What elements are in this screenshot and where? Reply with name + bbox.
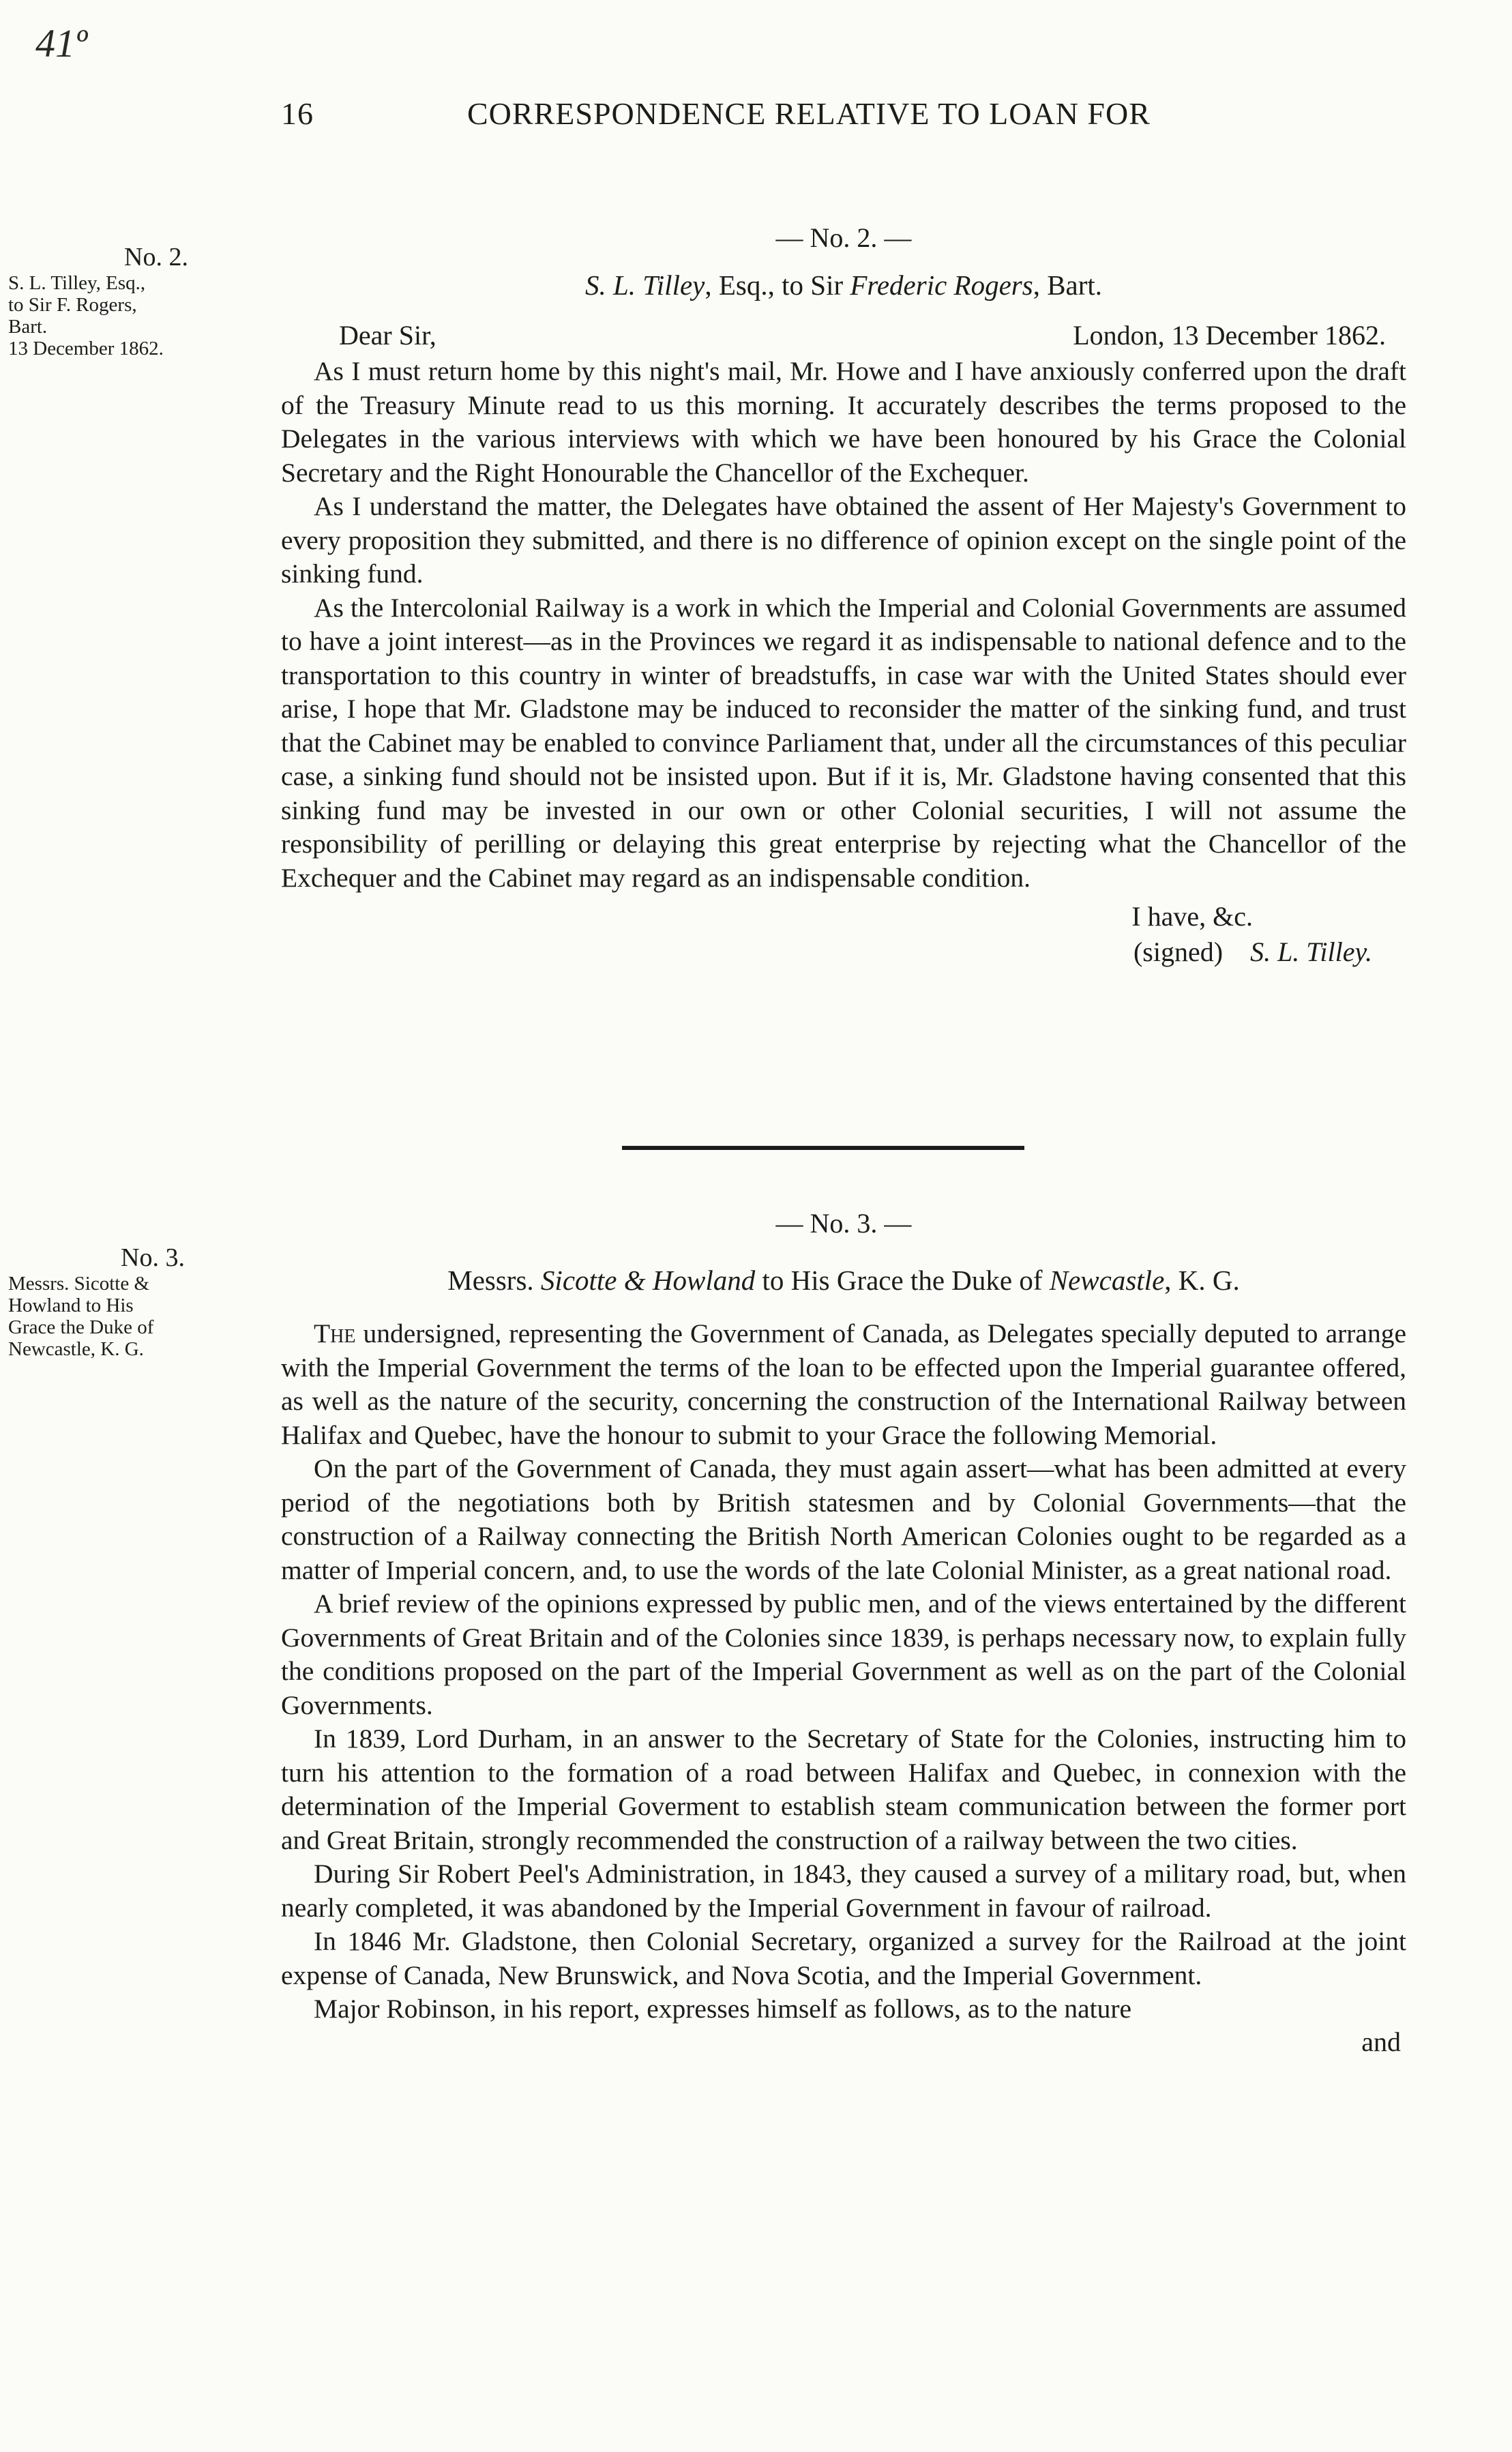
letter-heading [281, 269, 1406, 301]
sender-names: Sicotte & Howland [540, 1265, 756, 1296]
place-date: London, 13 December 1862. [1073, 320, 1386, 351]
heading-text: , Bart. [1033, 269, 1103, 301]
document-number: — No. 3. — [775, 1208, 912, 1239]
running-title: CORRESPONDENCE RELATIVE TO LOAN FOR [467, 96, 1151, 131]
paragraph: During Sir Robert Peel's Administration, in 1843, they caused a survey of a military road, but, when nearly completed, it was abandoned by the Imperial Government in favour of railroad. [281, 1859, 1406, 1923]
page-number: 16 [281, 96, 314, 131]
catchword: and [1361, 2026, 1401, 2057]
heading-text: , K. G. [1164, 1265, 1240, 1296]
paragraph: As I must return home by this night's mail, Mr. Howe and I have anxiously conferred upon the draft of the Treasury Minute read to us this morning. It accurately describes the terms proposed to the Delegates in the various interviews with which we have been honoured by his Grace the Colonial Secretary and the Right Honourable the Chancellor of the Exchequer. [281, 356, 1406, 488]
margin-note-line: Howland to His [8, 1295, 134, 1316]
margin-note-number: No. 3. [121, 1243, 185, 1272]
paragraph [281, 1317, 1406, 1452]
margin-note-line: Messrs. Sicotte & [8, 1273, 150, 1295]
section-divider [622, 1146, 1024, 1150]
memorial-no3 [281, 1207, 1406, 2058]
signature: S. L. Tilley. [1250, 936, 1372, 967]
paragraph: In 1846 Mr. Gladstone, then Colonial Secretary, organized a survey for the Railroad at the joint expense of Canada, New Brunswick, and Nova Scotia, and the Imperial Government. [281, 1926, 1406, 1990]
paragraph: A brief review of the opinions expressed by public men, and of the views entertained by the different Governments of Great Britain and of the Colonies since 1839, is perhaps necessary now, to explain fully the conditions proposed on the part of the Imperial Government as well as on the part of the Colonial Governments. [281, 1589, 1406, 1720]
signed-label: (signed) [1133, 936, 1224, 967]
margin-note-line: to Sir F. Rogers, [8, 294, 137, 316]
first-word: The [314, 1318, 356, 1348]
handwritten-mark: 41º [35, 21, 87, 65]
margin-note-line: Grace the Duke of [8, 1316, 154, 1338]
salutation: Dear Sir, [339, 320, 436, 351]
closing [281, 899, 1406, 970]
closing-line: I have, &c. [1131, 901, 1253, 932]
paragraph: In 1839, Lord Durham, in an answer to the Secretary of State for the Colonies, instructing him to turn his attention to the formation of a road between Halifax and Quebec, in connexion with the determination of the Imperial Goverment to establish steam communication between the former port and Great Britain, strongly recommended the construction of a railway between the two cities. [281, 1724, 1406, 1855]
paragraph: As the Intercolonial Railway is a work in which the Imperial and Colonial Governments are assumed to have a joint interest—as in the Provinces we regard it as indispensable to national defence and to the transportation to this country in winter of breadstuffs, in case war with the United States should ever arise, I hope that Mr. Gladstone may be induced to reconsider the matter of the sinking fund, and trust that the Cabinet may be enabled to convince Parliament that, under all the circumstances of this peculiar case, a sinking fund should not be insisted upon. But if it is, Mr. Gladstone having consented that this sinking fund may be invested in our own or other Colonial securities, I will not assume the responsibility of perilling or delaying this great enterprise by rejecting what the Chancellor of the Exchequer and the Cabinet may regard as an indispensable condition. [281, 592, 1406, 893]
letter-no2 [281, 222, 1406, 970]
sender-name: S. L. Tilley [584, 269, 705, 301]
margin-note-line: S. L. Tilley, Esq., [8, 272, 146, 294]
paragraph: Major Robinson, in his report, expresses himself as follows, as to the nature [314, 1994, 1132, 2024]
margin-note-number: No. 2. [124, 243, 188, 271]
margin-note-no2 [8, 242, 276, 359]
margin-note-no3 [8, 1243, 276, 1360]
memorial-heading [281, 1264, 1406, 1297]
recipient-name: Frederic Rogers [850, 269, 1033, 301]
recipient-name: Newcastle [1049, 1265, 1165, 1296]
paragraph: On the part of the Government of Canada, they must again assert—what has been admitted at every period of the negotiations both by British statesmen and by Colonial Governments—that the construction of a Railway connecting the British North American Colonies ought to be regarded as a matter of Imperial concern, and, to use the words of the late Colonial Minister, as a great national road. [281, 1453, 1406, 1585]
signature-line [281, 934, 1406, 970]
margin-note-line: Newcastle, K. G. [8, 1338, 144, 1360]
margin-note-line: Bart. [8, 316, 48, 338]
margin-note-line: 13 December 1862. [8, 338, 164, 359]
paragraph: As I understand the matter, the Delegates have obtained the assent of Her Majesty's Government to every proposition they submitted, and there is no difference of opinion except on the single point of the sinking fund. [281, 491, 1406, 589]
paragraph-text: undersigned, representing the Government of Canada, as Delegates specially deputed to arrange with the Imperial Government the terms of the loan to be effected upon the Imperial guarantee offered, as well as the nature of the security, concerning the construction of the International Railway between Halifax and Quebec, have the honour to submit to your Grace the following Memorial. [281, 1318, 1406, 1450]
document-number: — No. 2. — [775, 222, 912, 253]
heading-text: Messrs. [447, 1265, 541, 1296]
salutation-row [281, 319, 1406, 355]
heading-text: , Esq., to Sir [705, 269, 850, 301]
heading-text: to His Grace the Duke of [755, 1265, 1050, 1296]
